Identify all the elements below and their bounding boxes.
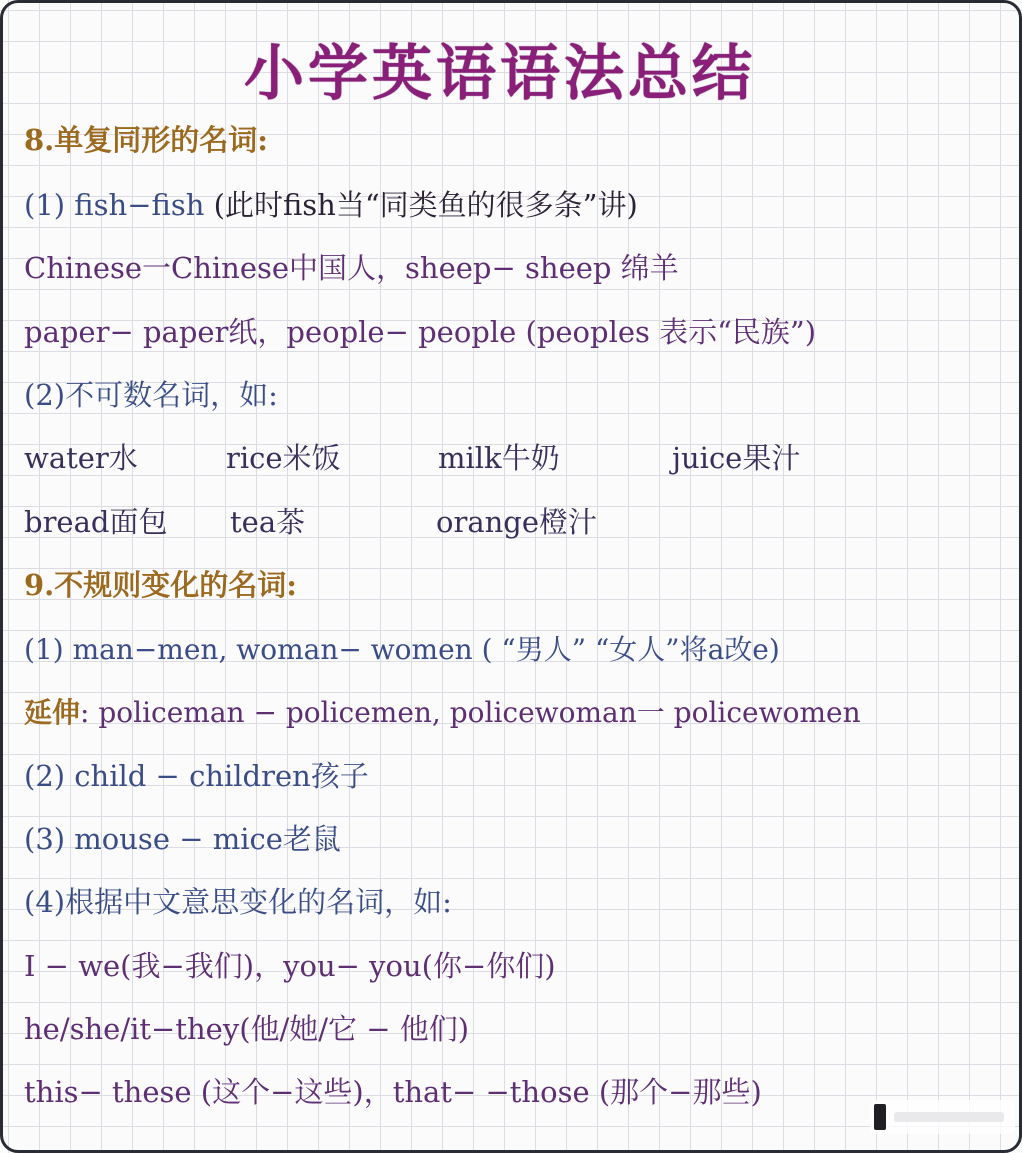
- word-milk: milk牛奶: [438, 441, 560, 475]
- s9-extension-label: 延伸: [24, 696, 81, 729]
- word-tea: tea茶: [230, 505, 306, 539]
- s8-uncountable-heading: (2)不可数名词，如:: [24, 378, 278, 412]
- s8-fish-cn: (此时fish当“同类鱼的很多条”讲): [204, 188, 638, 222]
- s8-line-fish: [24, 185, 638, 225]
- s9-line-mouse: (3) mouse − mice老鼠: [24, 822, 341, 856]
- section-9-heading: 9.不规则变化的名词:: [24, 568, 297, 602]
- page-title: 小学英语语法总结: [244, 39, 756, 109]
- s9-line-i-we: I − we(我−我们)，you− you(你−你们): [24, 949, 556, 983]
- section-8-heading: 8.单复同形的名词:: [24, 123, 268, 157]
- s9-line-child: (2) child − children孩子: [24, 759, 369, 793]
- s9-extension-text: : policeman − policemen, policewoman一 policewomen: [80, 696, 861, 729]
- s9-line-extension: [24, 693, 861, 733]
- word-juice: juice果汁: [672, 441, 801, 475]
- word-water: water水: [24, 441, 138, 475]
- s8-line-chinese: Chinese一Chinese中国人，sheep− sheep 绵羊: [24, 251, 679, 285]
- s9-line-man: (1) man−men, woman− women ( “男人” “女人”将a改e): [24, 633, 780, 666]
- watermark: [870, 1100, 1015, 1134]
- s8-line-paper: paper− paper纸，people− people (peoples 表示“民族”): [24, 315, 817, 349]
- word-bread: bread面包: [24, 505, 168, 539]
- word-orange: orange橙汁: [436, 505, 598, 539]
- s8-fish-en: (1) fish−fish: [24, 188, 205, 222]
- s9-line-this-these: this− these (这个−这些)，that− −those (那个−那些): [24, 1075, 762, 1109]
- s9-line-he-they: he/she/it−they(他/她/它 − 他们): [24, 1012, 470, 1046]
- watermark-bar: [894, 1112, 1004, 1122]
- s9-meaning-heading: (4)根据中文意思变化的名词，如:: [24, 885, 452, 919]
- watermark-logo-icon: [874, 1104, 886, 1130]
- word-rice: rice米饭: [226, 441, 341, 475]
